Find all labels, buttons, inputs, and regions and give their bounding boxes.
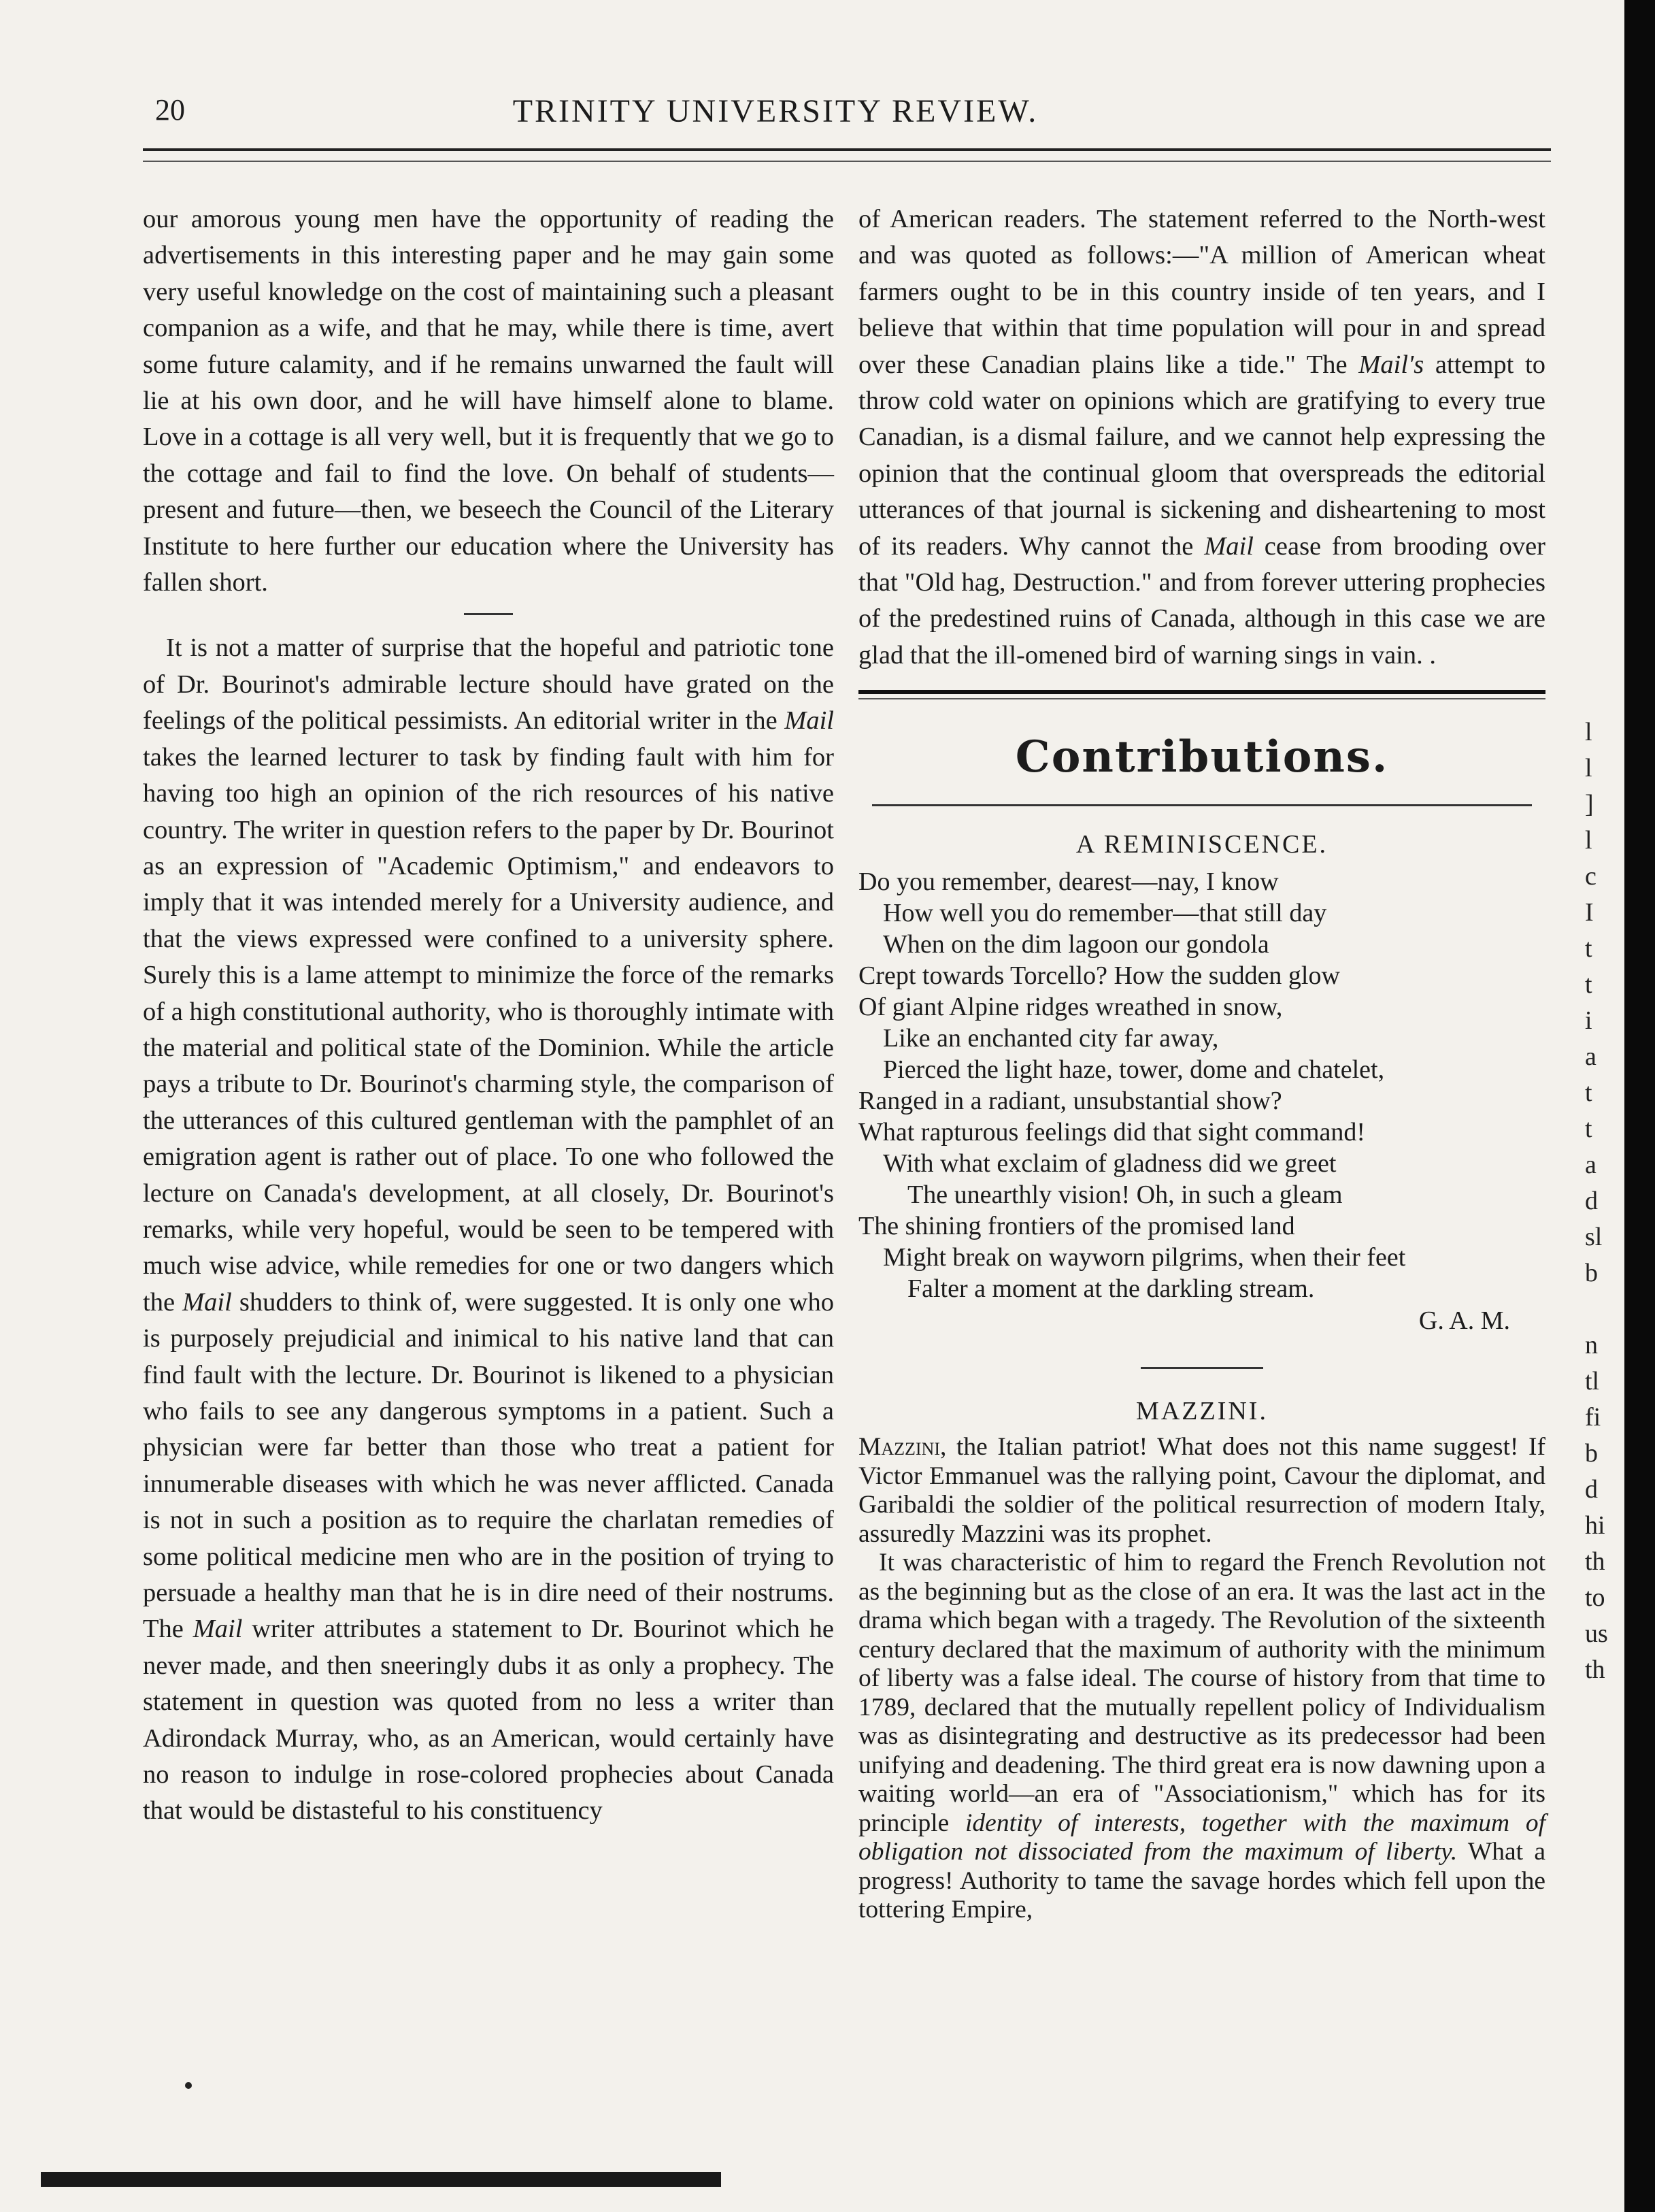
edge-fragment: n	[1585, 1331, 1598, 1359]
edge-fragment: us	[1585, 1619, 1608, 1648]
edge-fragment: l	[1585, 754, 1592, 782]
poem-line: Falter a moment at the darkling stream.	[907, 1274, 1315, 1304]
section-heading-rule	[872, 804, 1532, 806]
edge-fragment: sl	[1585, 1223, 1603, 1251]
edge-fragment: t	[1585, 970, 1592, 999]
running-title: TRINITY UNIVERSITY REVIEW.	[512, 93, 1039, 129]
edge-fragment	[1585, 1291, 1620, 1327]
paragraph-bourinot: It is not a matter of surprise that the hopeful and patriotic tone of Dr. Bourinot's admirable lecture should have grated on the feelings of the political pessimists. An editorial writer in the Mail takes the learned lecturer to task by finding fault with him for having too high an opinion of the rich resources of his native country. The writer in question refers to the paper by Dr. Bourinot as an expression of "Academic Optimism," and endeavors to imply that it was intended merely for a University audience, and that the views expressed were confined to a university sphere. Surely this is a lame attempt to minimize the force of the remarks of a high constitutional authority, who is thoroughly intimate with the material and political state of the Dominion. While the article pays a tribute to Dr. Bourinot's charming style, the comparison of the utterances of this cultured gentleman with the pamphlet of an emigration agent is rather out of place. To one who followed the lecture on Canada's development, at all closely, Dr. Bourinot's remarks, while very hopeful, would be seen to be tempered with much wise advice, while remedies for one or two dangers which the Mail shudders to think of, were suggested. It is only one who is purposely prejudicial and inimical to his native land that can find fault with the lecture. Dr. Bourinot is likened to a physician who fails to see any dangerous symptoms in a patient. Such a physician were far better than those who treat a patient for innumerable diseases with which he was never afflicted. Canada is not in such a position as to require the charlatan remedies of some political medicine men who are in the position of trying to persuade a healthy man that he is in dire need of their nostrums. The Mail writer attributes a statement to Dr. Bourinot which he never made, and then sneeringly dubs it as only a prophecy. The statement in question was quoted from no less a writer than Adirondack Murray, who, as an American, would certainly have no reason to indulge in rose-colored prophecies about Canada that would be distasteful to his constituency	[143, 633, 834, 1826]
edge-fragment: fi	[1585, 1403, 1601, 1432]
stray-ink-dot	[185, 2082, 192, 2089]
edge-fragment: i	[1585, 1006, 1592, 1035]
edge-fragment: hi	[1585, 1511, 1605, 1540]
poem-line: What rapturous feelings did that sight command!	[858, 1118, 1366, 1147]
section-rule-thin	[858, 698, 1545, 699]
poem-line: How well you do remember—that still day	[883, 899, 1327, 928]
poem-line: Of giant Alpine ridges wreathed in snow,	[858, 993, 1283, 1022]
paragraph-separator-rule	[464, 613, 513, 615]
edge-fragment: c	[1585, 862, 1597, 891]
edge-fragment: d	[1585, 1187, 1598, 1215]
poem-line: The unearthly vision! Oh, in such a gleam	[907, 1181, 1343, 1210]
article-separator-rule	[1141, 1367, 1263, 1369]
scan-bottom-bar	[41, 2172, 721, 2187]
poem-signature: G. A. M.	[1418, 1306, 1510, 1336]
edge-fragment: th	[1585, 1547, 1605, 1576]
poem-title: A REMINISCENCE.	[1075, 830, 1328, 859]
poem-line: Might break on wayworn pilgrims, when their feet	[883, 1243, 1406, 1272]
edge-fragment: l	[1585, 826, 1592, 855]
edge-fragment: t	[1585, 1115, 1592, 1143]
poem-line: Ranged in a radiant, unsubstantial show?	[858, 1087, 1282, 1116]
edge-fragment: b	[1585, 1259, 1598, 1287]
paragraph-amorous: our amorous young men have the opportunity of reading the advertisements in this interesting paper and he may gain some very useful knowledge on the cost of maintaining such a pleasant companion as a wife, and that he may, while there is time, avert some future calamity, and if he remains unwarned the fault will lie at his own door, and he will have himself alone to blame. Love in a cottage is all very well, but it is frequently that we go to the cottage and fail to find the love. On behalf of students—present and future—then, we beseech the Council of the Literary Institute to here further our education where the University has fallen short.	[143, 205, 834, 597]
edge-fragment: a	[1585, 1042, 1597, 1071]
poem-line: When on the dim lagoon our gondola	[883, 930, 1269, 959]
mazzini-paragraph-1: Mazzini, the Italian patriot! What does not this name suggest! If Victor Emmanuel was the rallying point, Cavour the diplomat, and Garibaldi the soldier of the political resurrection of modern Italy, assuredly Mazzini was its prophet.	[858, 1433, 1545, 1548]
edge-fragment: b	[1585, 1439, 1598, 1468]
paragraph-continuation: of American readers. The statement referred to the North-west and was quoted as follows:—"A million of American wheat farmers ought to be in this country inside of ten years, and I believe that within that time population will pour in and spread over these Canadian plains like a tide." The Mail's attempt to throw cold water on opinions which are gratifying to every true Canadian, is a dismal failure, and we cannot help expressing the opinion that the continual gloom that overspreads the editorial utterances of that journal is sickening and disheartening to most of its readers. Why cannot the Mail cease from brooding over that "Old hag, Destruction." and from forever uttering prophecies of the predestined ruins of Canada, although in this case we are glad that the ill-omened bird of warning sings in vain. .	[858, 205, 1545, 670]
edge-fragment: ]	[1585, 790, 1594, 819]
edge-fragment: to	[1585, 1583, 1605, 1612]
edge-fragment: I	[1585, 898, 1594, 927]
poem-line: Crept towards Torcello? How the sudden glow	[858, 961, 1340, 991]
header-rule-thick	[143, 148, 1551, 151]
right-column	[858, 201, 1545, 1925]
edge-fragment: d	[1585, 1475, 1598, 1504]
adjacent-page-edge-text	[1585, 714, 1620, 1688]
edge-fragment: l	[1585, 718, 1592, 746]
poem-line: With what exclaim of gladness did we greet	[883, 1149, 1337, 1178]
poem-line: Like an enchanted city far away,	[883, 1024, 1219, 1053]
poem-line: The shining frontiers of the promised land	[858, 1212, 1295, 1241]
mazzini-title: MAZZINI.	[1136, 1397, 1268, 1426]
page-number: 20	[155, 93, 185, 127]
mazzini-article	[858, 1433, 1545, 1925]
header-rule-thin	[143, 161, 1551, 162]
edge-fragment: tl	[1585, 1367, 1600, 1396]
section-rule-thick	[858, 690, 1545, 694]
mazzini-paragraph-2: It was characteristic of him to regard the French Revolution not as the beginning but as the close of an era. It was the last act in the drama which began with a tragedy. The Revolution of the sixteenth century declared that the maximum of authority with the minimum of liberty was a false ideal. The course of history from that time to 1789, declared that the mutually repellent policy of Individualism was as disintegrating and destructive as its predecessor had been unifying and deadening. The third great era is now dawning upon a waiting world—an era of "Associationism," which has for its principle identity of interests, together with the maximum of obligation not dissociated from the maximum of liberty. What a progress! Authority to tame the savage hordes which fell upon the tottering Empire,	[858, 1549, 1545, 1924]
edge-fragment: t	[1585, 934, 1592, 963]
edge-fragment: t	[1585, 1078, 1592, 1107]
edge-fragment: th	[1585, 1655, 1605, 1684]
section-heading: Contributions.	[1015, 731, 1389, 783]
binding-edge-bar	[1624, 0, 1655, 2212]
poem	[858, 866, 1545, 1304]
poem-line: Do you remember, dearest—nay, I know	[858, 868, 1279, 897]
poem-line: Pierced the light haze, tower, dome and chatelet,	[883, 1055, 1385, 1085]
left-column	[143, 201, 834, 1830]
edge-fragment: a	[1585, 1151, 1597, 1179]
